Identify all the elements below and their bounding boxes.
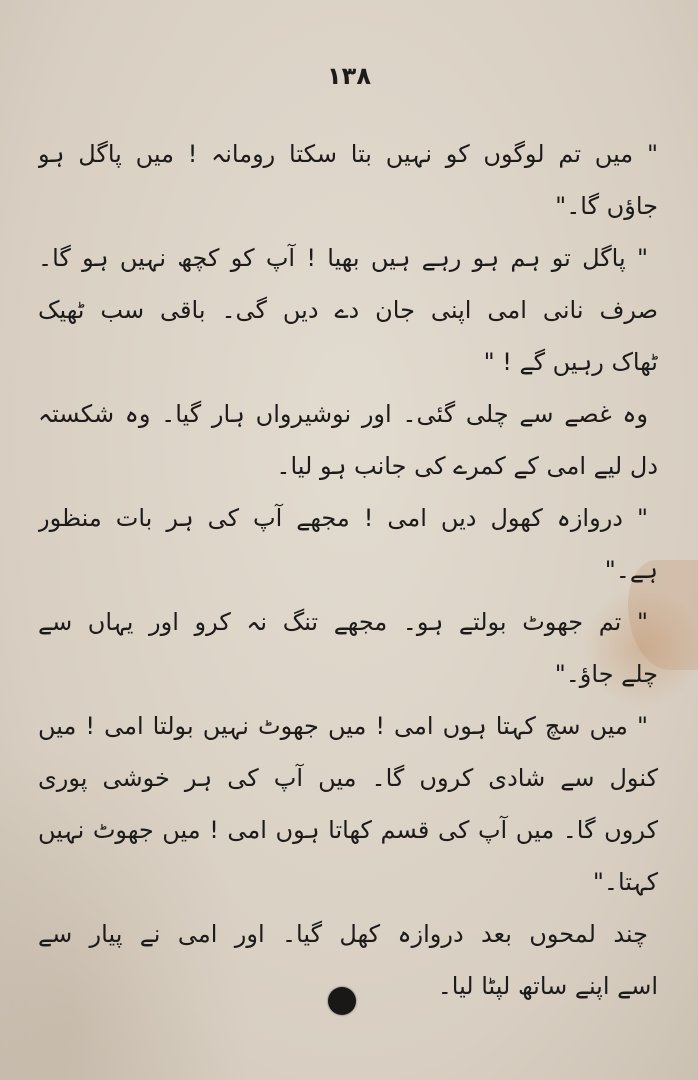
text-line: کروں گا۔ میں آپ کی قسم کھاتا ہوں امی ! میں جھوٹ نہیں — [38, 816, 658, 844]
text-line: کہتا۔" — [592, 868, 658, 896]
text-line: ہے۔" — [604, 556, 658, 584]
text-line: اسے اپنے ساتھ لپٹا لیا۔ — [437, 972, 658, 1000]
text-line: " پاگل تو ہم ہو رہے ہیں بھیا ! آپ کو کچھ نہیں ہو گا۔ — [38, 244, 648, 272]
text-line: " میں تم لوگوں کو نہیں بتا سکتا رومانہ ! میں پاگل ہو — [38, 140, 658, 168]
text-line: چلے جاؤ۔" — [554, 660, 658, 688]
text-line: چند لمحوں بعد دروازہ کھل گیا۔ اور امی نے پیار سے — [38, 920, 648, 948]
text-line: ٹھاک رہیں گے ! " — [483, 348, 658, 376]
text-line: وہ غصے سے چلی گئی۔ اور نوشیرواں ہار گیا۔ وہ شکستہ — [38, 400, 648, 428]
page-text — [38, 128, 658, 1012]
text-line: صرف نانی امی اپنی جان دے دیں گی۔ باقی سب ٹھیک — [38, 296, 658, 324]
text-line: " میں سچ کہتا ہوں امی ! میں جھوٹ نہیں بولتا امی ! میں — [38, 712, 648, 740]
page-end-dot — [328, 987, 356, 1015]
text-line: جاؤں گا۔" — [555, 192, 658, 220]
text-line: دل لیے امی کے کمرے کی جانب ہو لیا۔ — [276, 452, 658, 480]
text-line: کنول سے شادی کروں گا۔ میں آپ کی ہر خوشی پوری — [38, 764, 658, 792]
page-number: ۱۳۸ — [327, 62, 371, 90]
text-line: " دروازہ کھول دیں امی ! مجھے آپ کی ہر بات منظور — [38, 504, 648, 532]
text-line: " تم جھوٹ بولتے ہو۔ مجھے تنگ نہ کرو اور یہاں سے — [38, 608, 648, 636]
